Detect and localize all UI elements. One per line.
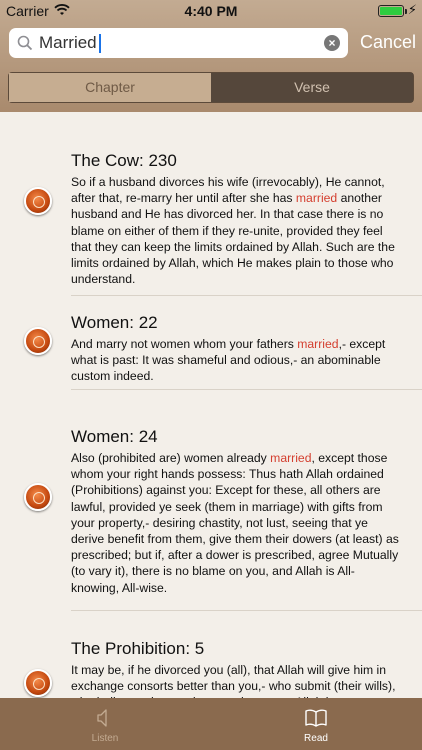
text-caret [99, 34, 101, 53]
divider [71, 295, 422, 296]
result-body [71, 450, 401, 596]
result-text [71, 312, 401, 385]
result-title: Women: 24 [71, 427, 158, 446]
body-text: So if a husband divorces his wife (irrevocably), He cannot, after that, re-marry her until after she has [71, 175, 385, 206]
divider [71, 610, 422, 611]
scope-segmented-control [8, 72, 414, 103]
tab-listen[interactable] [35, 698, 175, 750]
body-text: ,- except what is past: It was shameful and odious,- an abominable custom indeed. [71, 337, 386, 384]
result-text [71, 426, 401, 596]
tab-read[interactable] [246, 698, 386, 750]
result-title: Women: 22 [71, 313, 158, 332]
body-text: Also (prohibited are) women already [71, 451, 271, 465]
search-input[interactable] [39, 31, 319, 55]
highlighted-match: married [270, 451, 312, 465]
result-body [71, 336, 401, 385]
body-text: It may be, if he divorced you (all), that Allah will give him in exchange consorts better than you,- who submit (their wills), [71, 663, 396, 694]
result-text [71, 150, 401, 287]
segment-verse[interactable]: Verse [211, 73, 413, 102]
verse-badge-icon [24, 327, 54, 357]
clear-search-icon[interactable]: × [324, 35, 340, 51]
search-bar[interactable] [9, 28, 348, 58]
tab-read-label: Read [304, 733, 328, 744]
battery-icon [378, 5, 404, 17]
status-bar [0, 0, 422, 22]
tab-listen-label: Listen [91, 733, 119, 744]
highlighted-match: married [295, 191, 338, 206]
result-title: The Prohibition: 5 [71, 639, 205, 658]
search-icon [17, 35, 33, 51]
header [0, 0, 422, 112]
highlighted-match: married [297, 337, 339, 351]
cancel-button[interactable]: Cancel [360, 32, 417, 52]
body-text: another husband and He has divorced her. In that case there is no blame on either of them if they re-unite, provided they feel that they can keep the limits ordained by Allah. Such are the limits ordained by Allah, which He makes plain to those who understand. [71, 191, 395, 287]
result-title: The Cow: 230 [71, 151, 177, 170]
verse-badge-icon [24, 669, 54, 699]
divider [71, 389, 422, 390]
status-time: 4:40 PM [184, 3, 238, 19]
carrier-label: Carrier [6, 3, 49, 19]
speaker-icon [92, 707, 118, 729]
body-text: And marry not women whom your fathers [71, 337, 298, 351]
result-body [71, 174, 401, 287]
results-list[interactable] [0, 112, 422, 698]
verse-badge-icon [24, 187, 54, 217]
body-text: , except those whom your right hands possess: Thus hath Allah ordained (Prohibitions) against you: Except for these, all others are lawful, provided ye seek (them in marriage) with gifts from your property,- desiring chastity, not lust, seeing that ye derive benefit from them, give them their dowers (at least) as prescribed; but if, after a dower is prescribed, agree Mutually (to vary it), there is no blame on you, and Allah is All-knowing, All-wise. [71, 451, 399, 595]
segment-chapter[interactable]: Chapter [9, 73, 211, 102]
tab-bar [0, 698, 422, 750]
book-icon [303, 707, 329, 729]
verse-badge-icon [24, 483, 54, 513]
charging-icon: ⚡ [407, 2, 417, 17]
